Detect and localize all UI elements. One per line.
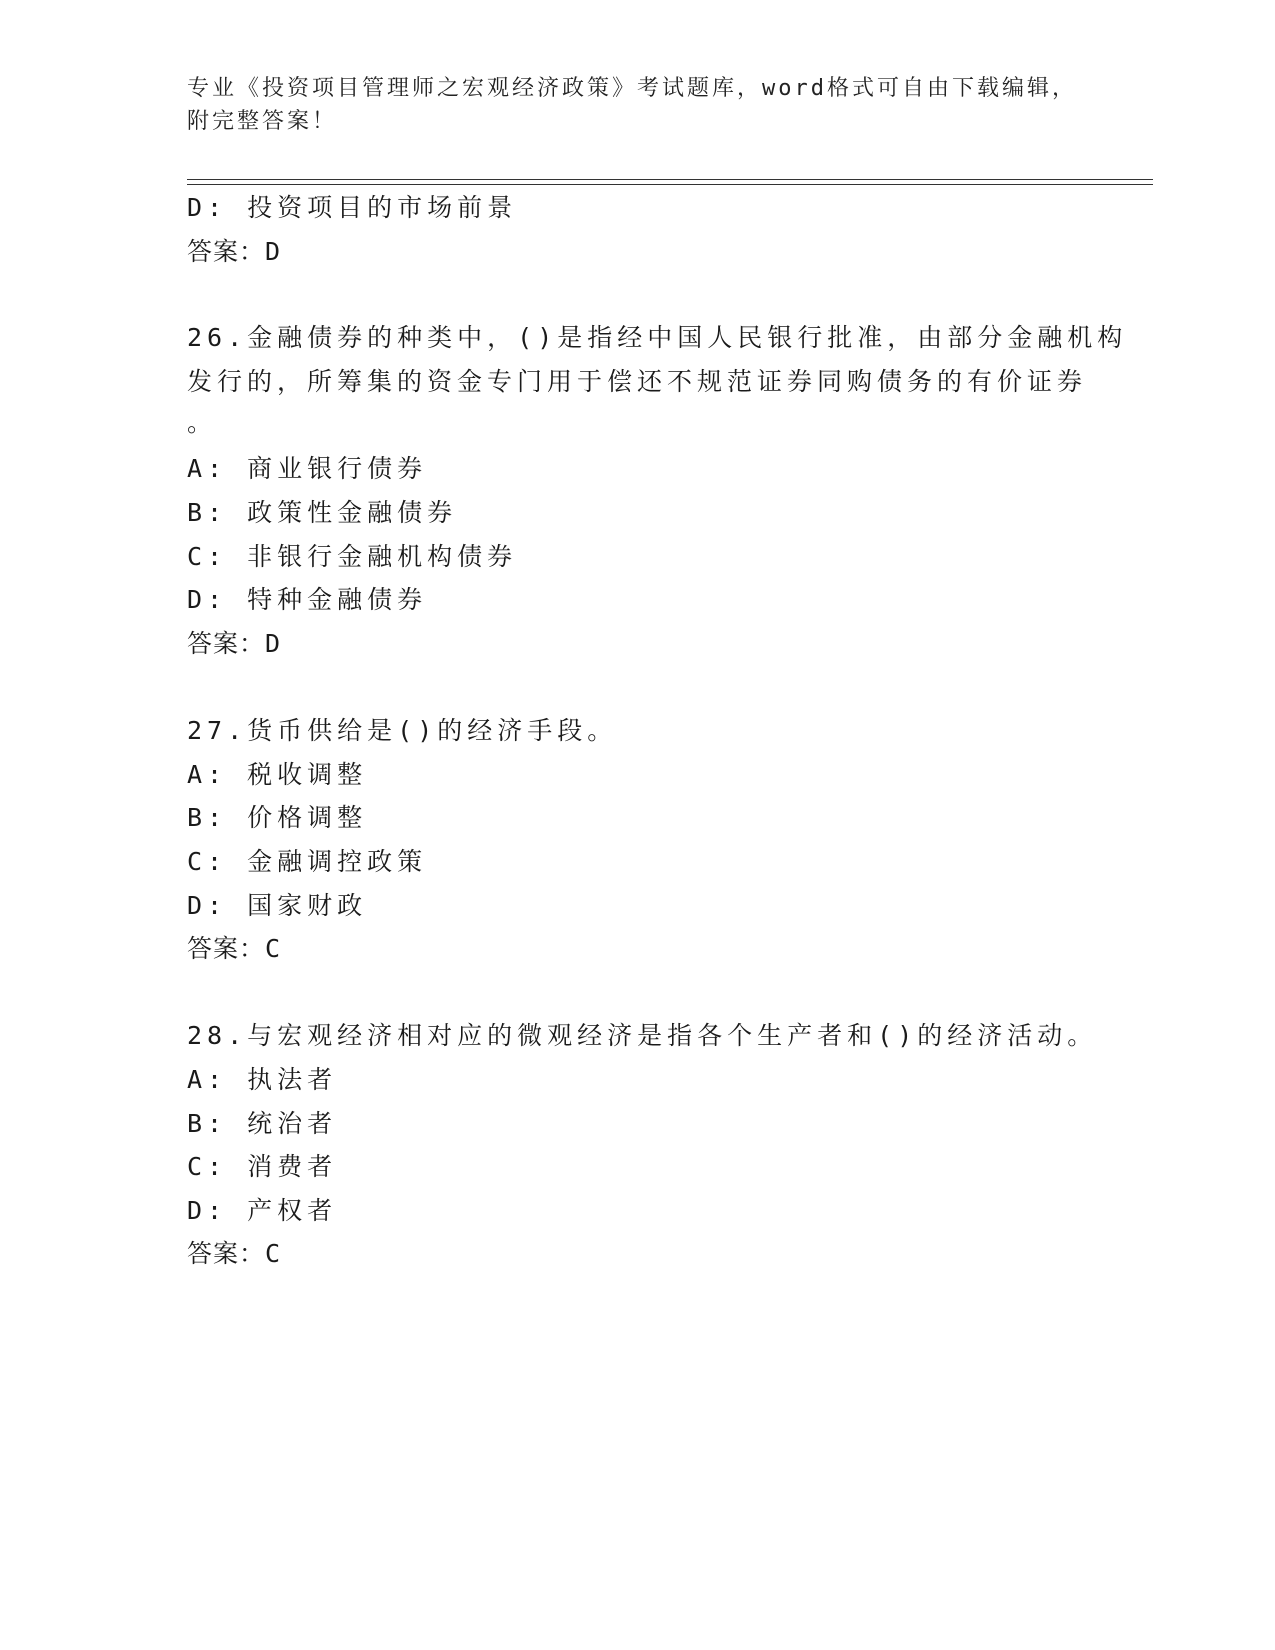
q25-answer: 答案：D [187, 237, 282, 266]
q26-option-a: A: 商业银行债券 [187, 454, 428, 483]
q26-stem-line-3: 。 [187, 408, 218, 437]
header-line-1: 专业《投资项目管理师之宏观经济政策》考试题库，word格式可自由下载编辑， [187, 76, 1077, 101]
q28-option-c: C: 消费者 [187, 1152, 338, 1181]
q27-option-d: D: 国家财政 [187, 891, 368, 920]
q28-option-d: D: 产权者 [187, 1196, 338, 1225]
document-header [187, 72, 1087, 138]
q28-option-b: B: 统治者 [187, 1109, 338, 1138]
q27-option-b: B: 价格调整 [187, 803, 368, 832]
q27-stem-line-1: 27.货币供给是()的经济手段。 [187, 716, 618, 745]
q27-option-c: C: 金融调控政策 [187, 847, 428, 876]
header-line-2: 附完整答案！ [187, 109, 338, 134]
q26-answer: 答案：D [187, 629, 282, 658]
header-rule-top [187, 179, 1153, 180]
q25-option-d: D: 投资项目的市场前景 [187, 193, 518, 222]
q26-option-d: D: 特种金融债券 [187, 585, 428, 614]
q26-stem-line-2: 发行的，所筹集的资金专门用于偿还不规范证券同购债务的有价证券 [187, 367, 1088, 396]
q26-stem-line-1: 26.金融债券的种类中，()是指经中国人民银行批准，由部分金融机构 [187, 323, 1128, 352]
q27-option-a: A: 税收调整 [187, 760, 368, 789]
q28-option-a: A: 执法者 [187, 1065, 338, 1094]
q26-option-c: C: 非银行金融机构债券 [187, 542, 518, 571]
header-rule-bottom [187, 184, 1153, 185]
q28-stem-line-1: 28.与宏观经济相对应的微观经济是指各个生产者和()的经济活动。 [187, 1021, 1098, 1050]
q28-answer: 答案：C [187, 1239, 282, 1268]
q27-answer: 答案：C [187, 934, 282, 963]
q26-option-b: B: 政策性金融债券 [187, 498, 458, 527]
